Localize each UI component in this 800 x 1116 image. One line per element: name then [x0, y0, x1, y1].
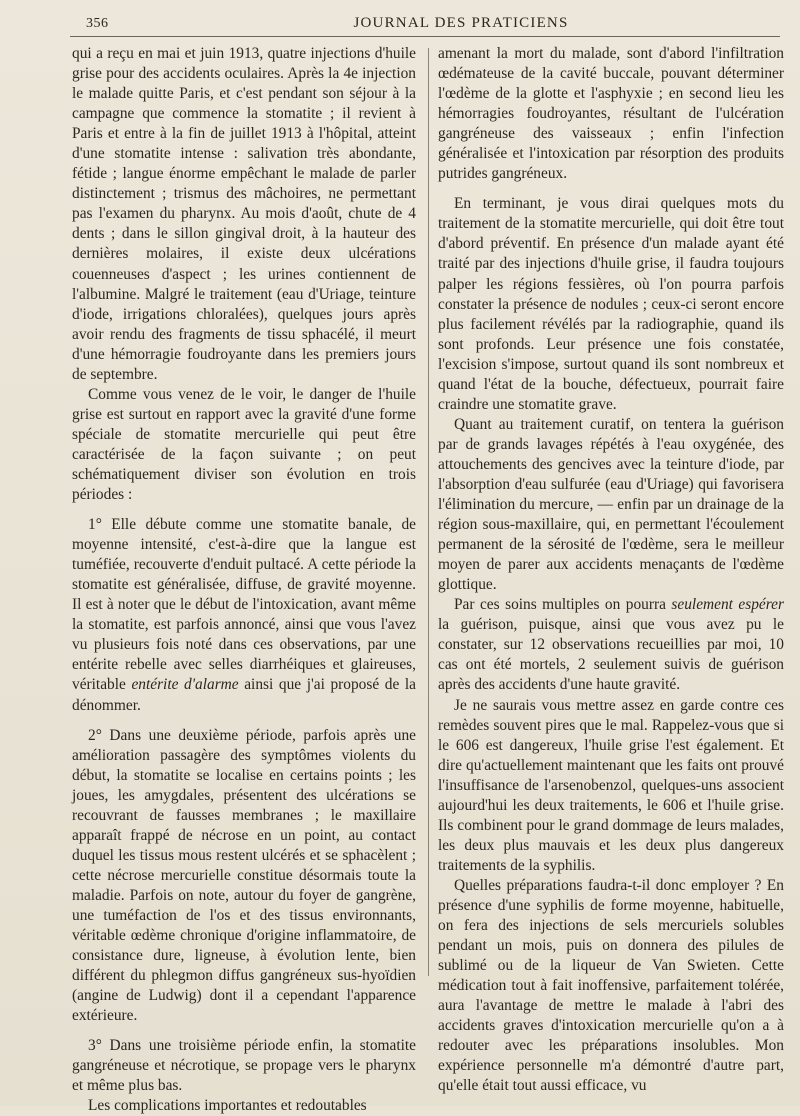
paragraph: Quelles préparations faudra-t-il donc employer ? En présence d'une syphilis de forme moyenne, habituelle, on fera des injections de sels mercuriels solubles pendant un mois, puis on donnera des pilules de sublimé ou de la liqueur de Van Swieten. Cette médication tout à fait inoffensive, parfaitement tolérée, aura l'avantage de mettre le malade à l'abri des accidents graves d'intoxication mercurielle qu'on a à redouter avec les préparations insolubles. Mon expérience personnelle m'a démontré d'autre part, qu'elle était tout aussi efficace, vu: [438, 876, 784, 1095]
text-span: 1° Elle débute comme une stomatite banale, de moyenne intensité, c'est-à-dire que la langue est tuméfiée, recouverte d'enduit pultacé. A cette période la stomatite est généralisée, diffuse, de gravité moyenne. Il est à noter que le début de l'intoxication, avant même la stomatite, est parfois annoncé, ainsi que vous l'avez vu plusieurs fois noté dans ces observations, par une entérite rebelle avec selles diarrhéiques et glaireuses, véritable: [72, 516, 416, 694]
column-divider: [428, 48, 429, 976]
paragraph: En terminant, je vous dirai quelques mots du traitement de la stomatite mercurielle, qui doit être tout d'abord préventif. En présence d'un malade ayant été traité par des injections d'huile grise, il faudra toujours palper les régions fessières, où l'on pourra parfois constater la présence de nodules ; ceux-ci seront encore plus facilement révélés par la radiographie, quand ils sont profonds. Leur présence une fois constatée, l'excision s'impose, surtout quand ils sont nombreux et quand l'état de la bouche, défectueux, pourrait faire craindre une stomatite grave.: [438, 195, 784, 413]
page-header: [86, 12, 776, 36]
paragraph: qui a reçu en mai et juin 1913, quatre injections d'huile grise pour des accidents oculaires. Après la 4e injection le malade quitte Paris, et c'est pendant son séjour à la campagne que commence la stomatite ; il revient à Paris et entre à la fin de juillet 1913 à l'hôpital, atteint d'une stomatite intense : salivation très abondante, fétide ; langue énorme empêchant le malade de parler distinctement ; trismus des mâchoires, ne permettant pas l'examen du pharynx. Au mois d'août, chute de 4 dents ; dans le sillon gingival droit, à la hauteur des dernières molaires, il existe deux ulcérations couenneuses d'aspect ; les urines contiennent de l'albumine. Malgré le traitement (eau d'Uriage, teinture d'iode, irrigations chloralées), quelques jours après avoir rendu des fragments de tissu sphacélé, il meurt d'une hémorragie foudroyante dans les premiers jours de septembre.: [72, 45, 416, 383]
paragraph: Quant au traitement curatif, on tentera la guérison par de grands lavages répétés à l'eau oxygénée, des attouchements des gencives avec la teinture d'iode, par l'absorption d'eau sulfurée (eau d'Uriage) qui favorisera l'élimination du mercure, — enfin par un drainage de la région sous-maxillaire, qui, en permettant l'écoulement permanent de la sérosité de l'œdème, sera le meilleur moyen de parer aux accidents menaçants de l'œdème glottique.: [438, 415, 784, 594]
journal-title: JOURNAL DES PRATICIENS: [353, 15, 569, 31]
page-number: 356: [86, 16, 109, 31]
italic-term: entérite d'alarme: [131, 676, 239, 694]
left-column: [72, 44, 416, 1116]
text-span: Par ces soins multiples on pourra: [454, 596, 672, 614]
paragraph: 3° Dans une troisième période enfin, la stomatite gangréneuse et nécrotique, se propage vers le pharynx et même plus bas.: [72, 1037, 416, 1095]
paragraph: amenant la mort du malade, sont d'abord l'infiltration œdémateuse de la cavité buccale, pouvant déterminer l'œdème de la glotte et l'asphyxie ; en second lieu les hémorragies foudroyantes, résultant de l'ulcération gangréneuse des vaisseaux ; enfin l'infection généralisée et l'intoxication par résorption des produits putrides gangréneux.: [438, 45, 784, 183]
paragraph: Comme vous venez de le voir, le danger de l'huile grise est surtout en rapport avec la gravité d'une forme spéciale de stomatite mercurielle qui peut être caractérisée de la façon suivante ; on peut schématiquement diviser son évolution en trois périodes :: [72, 385, 416, 504]
header-rule: [70, 36, 780, 37]
right-column: [438, 44, 784, 1096]
paragraph: 2° Dans une deuxième période, parfois après une amélioration passagère des symptômes violents du début, la stomatite se localise en certains points ; les joues, les amygdales, présentent des ulcérations se recouvrant de fausses membranes ; le maxillaire apparaît frappé de nécrose en un point, au contact duquel les tissus mous restent ulcérés et se sphacèlent ; cette nécrose mercurielle constitue désormais toute la maladie. Parfois on note, autour du foyer de gangrène, une tuméfaction de l'os et des tissus environnants, véritable œdème chronique d'origine inflammatoire, de consistance dure, ligneuse, à évolution lente, bien différent du phlegmon diffus gangréneux sus-hyoïdien (angine de Ludwig) dont il a cependant l'apparence extérieure.: [72, 726, 416, 1025]
text-span: la guérison, puisque, ainsi que vous avez pu le constater, sur 12 observations recueillies par moi, 10 cas ont été mortels, 2 seulement suivis de guérison après des accidents d'une haute gravité.: [438, 616, 784, 694]
italic-term: seulement espérer: [671, 596, 784, 614]
paragraph: Les complications importantes et redoutables: [88, 1097, 367, 1115]
paragraph: Je ne saurais vous mettre assez en garde contre ces remèdes souvent pires que le mal. Rappelez-vous que si le 606 est dangereux, l'huile grise l'est également. Et dire qu'actuellement maintenant que les faits ont prouvé l'insuffisance de l'arsenobenzol, quelques-uns associent aujourd'hui les deux traitements, le 606 et l'huile grise. Ils combinent pour le grand dommage de leurs malades, les deux plus mauvais et les deux plus dangereux traitements de la syphilis.: [438, 696, 784, 874]
paragraph: [72, 515, 416, 715]
text-span: ainsi que j'ai proposé de la dénommer.: [72, 676, 416, 714]
paragraph: [438, 595, 784, 695]
